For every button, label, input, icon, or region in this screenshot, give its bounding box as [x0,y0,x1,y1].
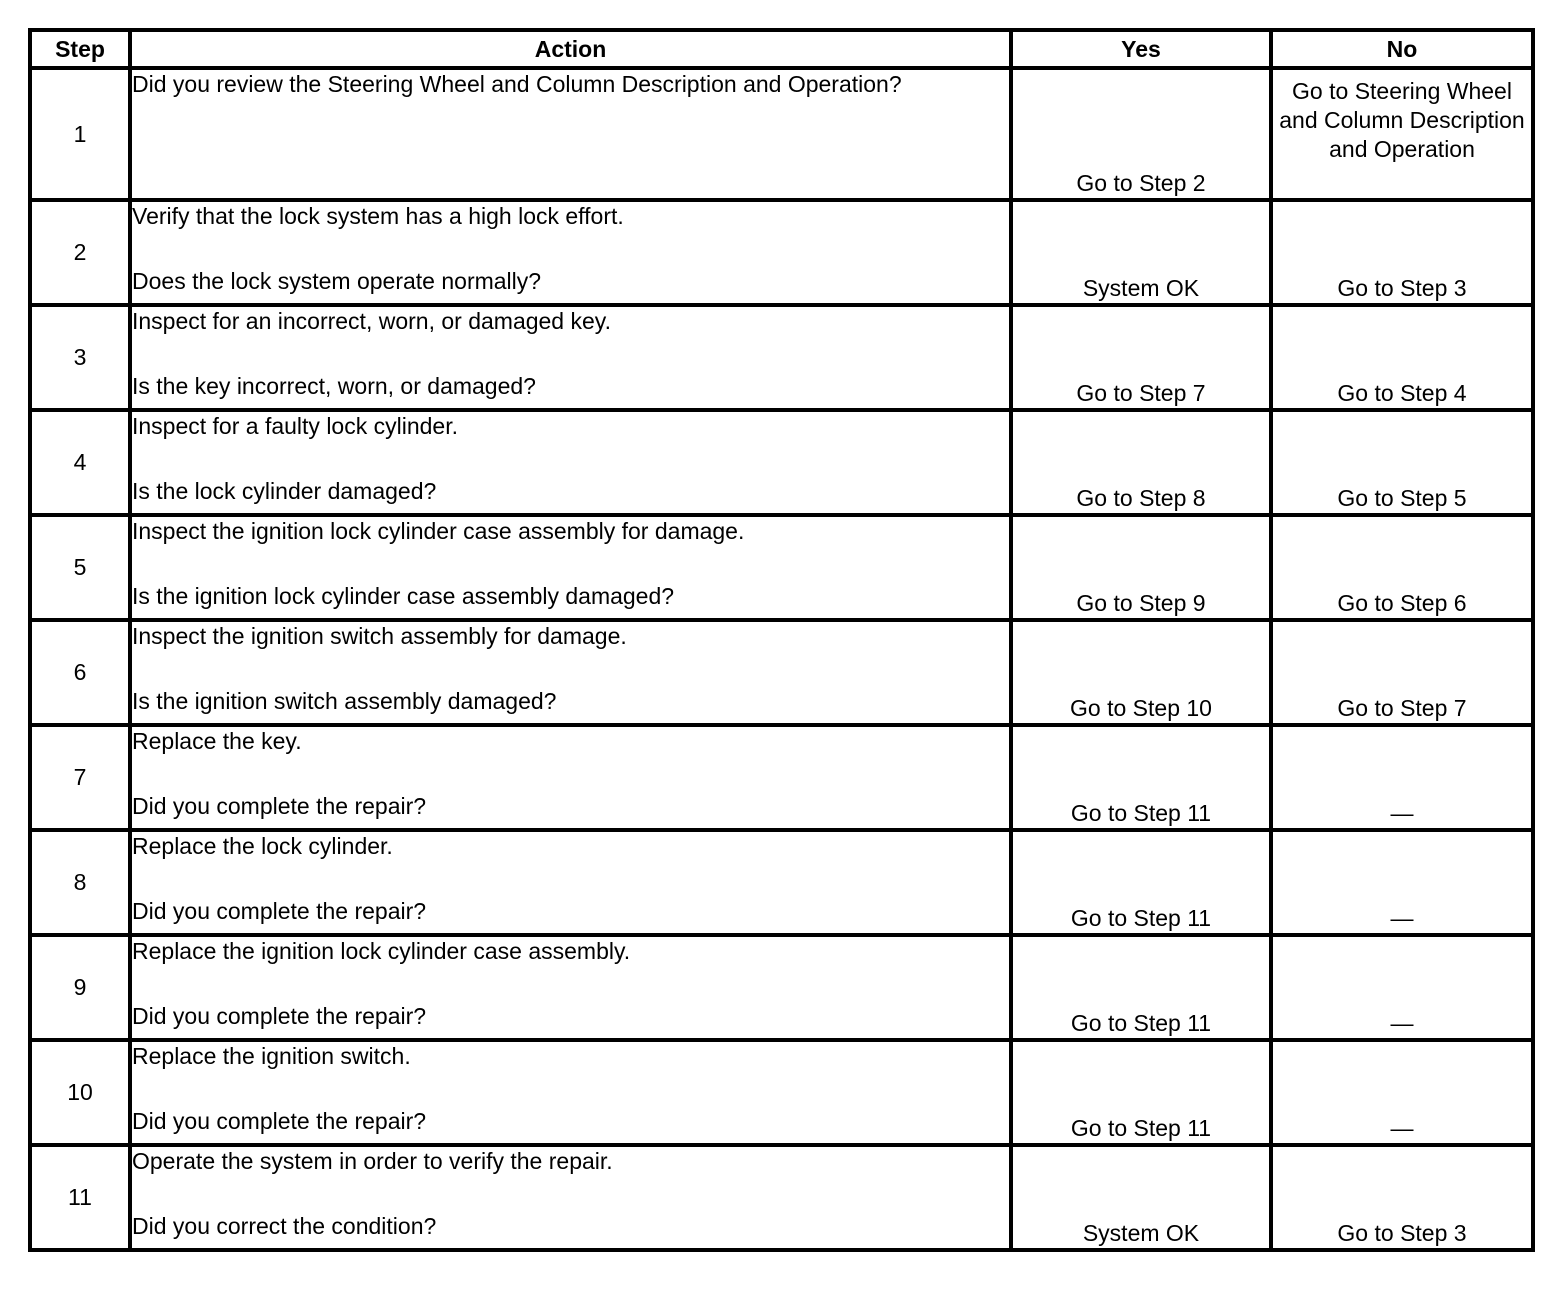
action-question: Is the ignition lock cylinder case assembly damaged? [132,583,675,609]
action-instruction: Replace the ignition lock cylinder case assembly. [132,938,631,964]
step-number: 5 [30,515,130,620]
action-instruction: Inspect the ignition switch assembly for damage. [132,623,627,649]
action-instruction: Replace the lock cylinder. [132,833,393,859]
action-cell [130,620,1011,725]
step-number: 3 [30,305,130,410]
action-question: Does the lock system operate normally? [132,268,542,294]
yes-result: Go to Step 11 [1011,725,1271,830]
yes-result: System OK [1011,200,1271,305]
yes-result: Go to Step 8 [1011,410,1271,515]
table-row [30,410,1533,515]
header-action: Action [130,30,1011,68]
action-instruction: Inspect for a faulty lock cylinder. [132,413,458,439]
no-result: Go to Step 7 [1271,620,1533,725]
action-question: Is the ignition switch assembly damaged? [132,688,557,714]
action-question: Is the lock cylinder damaged? [132,478,437,504]
step-number: 10 [30,1040,130,1145]
step-number: 8 [30,830,130,935]
yes-result: Go to Step 11 [1011,935,1271,1040]
table-row [30,1040,1533,1145]
no-result: Go to Step 3 [1271,200,1533,305]
table-row [30,725,1533,830]
no-result: Go to Steering Wheel and Column Description and Operation [1279,78,1525,162]
action-instruction: Verify that the lock system has a high lock effort. [132,203,624,229]
no-result: Go to Step 5 [1271,410,1533,515]
table-row [30,200,1533,305]
step-number: 6 [30,620,130,725]
action-question: Did you complete the repair? [132,1108,427,1134]
table-row [30,620,1533,725]
action-instruction: Inspect for an incorrect, worn, or damaged key. [132,308,611,334]
table-row [30,515,1533,620]
action-cell [130,1040,1011,1145]
yes-result: Go to Step 9 [1011,515,1271,620]
header-step: Step [30,30,130,68]
table-row [30,935,1533,1040]
action-cell [130,830,1011,935]
table-row [30,1145,1533,1250]
no-result: Go to Step 3 [1271,1145,1533,1250]
action-instruction: Operate the system in order to verify the repair. [132,1148,613,1174]
yes-result: Go to Step 10 [1011,620,1271,725]
no-result: Go to Step 4 [1271,305,1533,410]
action-question: Did you complete the repair? [132,898,427,924]
header-yes: Yes [1011,30,1271,68]
yes-result: Go to Step 2 [1011,68,1271,200]
action-cell [130,305,1011,410]
step-number: 4 [30,410,130,515]
no-result: — [1271,830,1533,935]
action-question: Did you complete the repair? [132,793,427,819]
diagnostic-table [28,28,1535,1252]
action-cell [130,1145,1011,1250]
action-question: Did you correct the condition? [132,1213,437,1239]
yes-result: Go to Step 11 [1011,1040,1271,1145]
no-result: Go to Step 6 [1271,515,1533,620]
action-cell [130,935,1011,1040]
action-question: Did you complete the repair? [132,1003,427,1029]
table-row [30,830,1533,935]
step-number: 7 [30,725,130,830]
table-row [30,68,1533,200]
action-cell [130,725,1011,830]
action-cell [130,200,1011,305]
step-number: 11 [30,1145,130,1250]
yes-result: Go to Step 11 [1011,830,1271,935]
action-question: Is the key incorrect, worn, or damaged? [132,373,536,399]
action-cell [130,68,1011,200]
no-result: — [1271,935,1533,1040]
table-row [30,305,1533,410]
action-cell [130,410,1011,515]
no-result-cell [1271,68,1533,200]
step-number: 2 [30,200,130,305]
yes-result: System OK [1011,1145,1271,1250]
table-header-row [30,30,1533,68]
header-no: No [1271,30,1533,68]
action-instruction: Inspect the ignition lock cylinder case assembly for damage. [132,518,745,544]
yes-result: Go to Step 7 [1011,305,1271,410]
step-number: 1 [30,68,130,200]
action-cell [130,515,1011,620]
action-instruction: Did you review the Steering Wheel and Column Description and Operation? [132,71,902,97]
step-number: 9 [30,935,130,1040]
action-instruction: Replace the ignition switch. [132,1043,411,1069]
no-result: — [1271,1040,1533,1145]
action-instruction: Replace the key. [132,728,302,754]
no-result: — [1271,725,1533,830]
